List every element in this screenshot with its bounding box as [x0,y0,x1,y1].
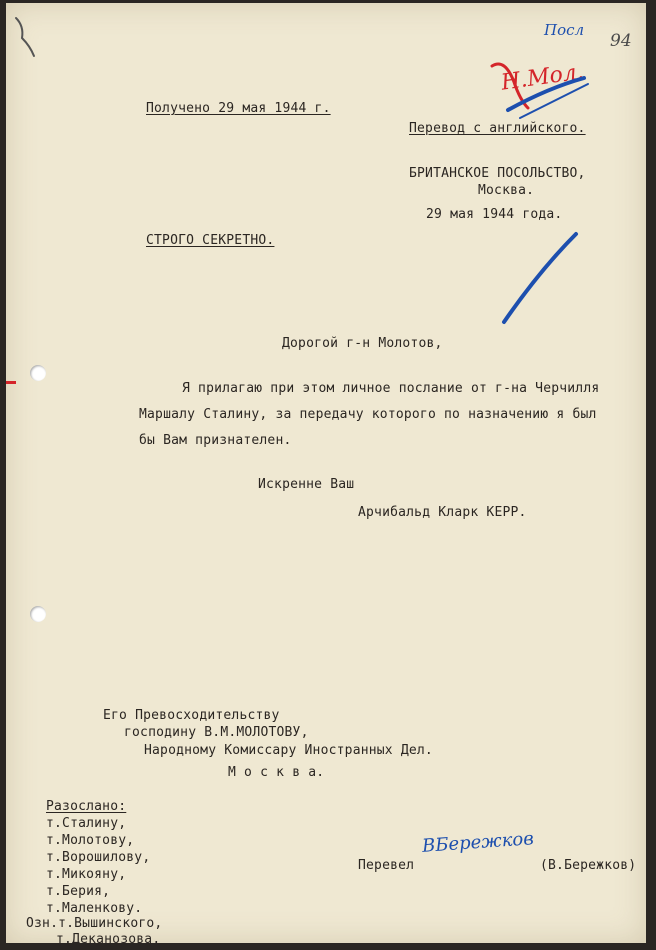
distribution-item: т.Сталину, [46,816,127,831]
signature: Арчибальд Кларк КЕРР. [358,505,527,520]
closing: Искренне Ваш [258,477,355,492]
classification: СТРОГО СЕКРЕТНО. [146,233,275,248]
translator-name: (В.Бережков) [540,858,637,873]
distribution-item: т.Берия, [46,884,111,899]
letter-date: 29 мая 1944 года. [426,207,563,222]
distribution-item: т.Молотову, [46,833,135,848]
addressee-line-1: Его Превосходительству [103,708,280,723]
translator-signature: ВБережков [421,828,535,857]
received-date: Получено 29 мая 1944 г. [146,101,331,116]
distribution-item: т.Деканозова. [56,932,161,947]
red-stamp-mark: Н.Мол. [499,59,586,96]
addressee-line-4: М о с к в а. [228,765,325,780]
body-line-3: бы Вам признателен. [139,433,292,448]
salutation: Дорогой г-н Молотов, [282,336,443,351]
distribution-item: т.Маленкову. [46,901,143,916]
distribution-item: Озн.т.Вышинского, [26,916,163,931]
distribution-title: Разослано: [46,799,127,814]
corner-mark: Посл [544,21,585,39]
translation-note: Перевод с английского. [409,121,586,136]
sheet-number: 94 [610,31,632,51]
embassy-name: БРИТАНСКОЕ ПОСОЛЬСТВО, [409,166,586,181]
addressee-line-2: господину В.М.МОЛОТОВУ, [124,725,309,740]
distribution-item: т.Микояну, [46,867,127,882]
addressee-line-3: Народному Комиссару Иностранных Дел. [144,743,433,758]
translator-label: Перевел [358,858,415,873]
distribution-item: т.Ворошилову, [46,850,151,865]
body-line-2: Маршалу Сталину, за передачу которого по назначению я был [139,407,597,422]
embassy-city: Москва. [478,183,535,198]
body-line-1: Я прилагаю при этом личное послание от г-на Черчилля [182,381,600,396]
